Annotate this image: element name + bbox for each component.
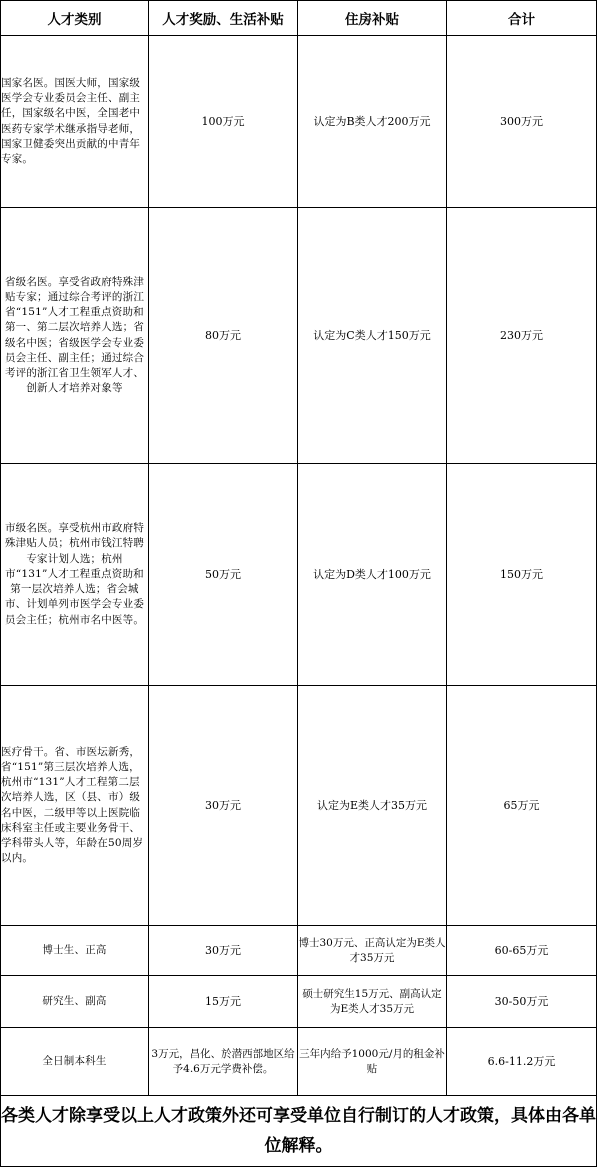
row-total: 230万元 [447, 208, 597, 464]
row-reward: 50万元 [149, 464, 298, 686]
row-housing: 认定为E类人才35万元 [298, 686, 447, 926]
header-total: 合计 [447, 1, 597, 36]
row-category: 国家名医。国医大师，国家级医学会专业委员会主任、副主任，国家级名中医，全国老中医药专家学术继承指导老师，国家卫健委突出贡献的中青年专家。 [1, 36, 149, 208]
row-category: 博士生、正高 [1, 926, 149, 976]
row-housing: 硕士研究生15万元、副高认定为E类人才35万元 [298, 976, 447, 1028]
row-total: 150万元 [447, 464, 597, 686]
row-reward: 30万元 [149, 686, 298, 926]
row-housing: 认定为D类人才100万元 [298, 464, 447, 686]
row-reward: 30万元 [149, 926, 298, 976]
header-housing: 住房补贴 [298, 1, 447, 36]
row-reward: 100万元 [149, 36, 298, 208]
row-reward: 15万元 [149, 976, 298, 1028]
table-row [1, 686, 597, 926]
row-housing: 博士30万元、正高认定为E类人才35万元 [298, 926, 447, 976]
header-row [1, 1, 597, 36]
table-row [1, 976, 597, 1028]
row-category: 省级名医。享受省政府特殊津贴专家；通过综合考评的浙江省“151”人才工程重点资助和第一、第二层次培养人选；省级名中医；省级医学会专业委员会主任、副主任；通过综合考评的浙江省卫生领军人才、创新人才培养对象等 [1, 208, 149, 464]
row-housing: 认定为B类人才200万元 [298, 36, 447, 208]
table-row [1, 926, 597, 976]
row-category: 研究生、副高 [1, 976, 149, 1028]
footer-note: 各类人才除享受以上人才政策外还可享受单位自行制订的人才政策，具体由各单位解释。 [1, 1096, 597, 1167]
row-category: 市级名医。享受杭州市政府特殊津贴人员；杭州市钱江特聘专家计划人选；杭州市“131”人才工程重点资助和第一层次培养人选；省会城市、计划单列市医学会专业委员会主任；杭州市名中医等。 [1, 464, 149, 686]
row-category: 医疗骨干。省、市医坛新秀，省“151”第三层次培养人选，杭州市“131”人才工程第二层次培养人选，区（县、市）级名中医，二级甲等以上医院临床科室主任或主要业务骨干、学科带头人等，年龄在50周岁以内。 [1, 686, 149, 926]
row-reward: 3万元，昌化、於潜西部地区给予4.6万元学费补偿。 [149, 1028, 298, 1096]
row-category: 全日制本科生 [1, 1028, 149, 1096]
table-row [1, 464, 597, 686]
row-total: 300万元 [447, 36, 597, 208]
row-total: 60-65万元 [447, 926, 597, 976]
row-total: 65万元 [447, 686, 597, 926]
row-housing: 认定为C类人才150万元 [298, 208, 447, 464]
row-housing: 三年内给予1000元/月的租金补贴 [298, 1028, 447, 1096]
row-total: 30-50万元 [447, 976, 597, 1028]
header-category: 人才类别 [1, 1, 149, 36]
footer-row [1, 1096, 597, 1167]
table-row [1, 208, 597, 464]
table-row [1, 1028, 597, 1096]
row-total: 6.6-11.2万元 [447, 1028, 597, 1096]
header-reward: 人才奖励、生活补贴 [149, 1, 298, 36]
table-row [1, 36, 597, 208]
row-reward: 80万元 [149, 208, 298, 464]
